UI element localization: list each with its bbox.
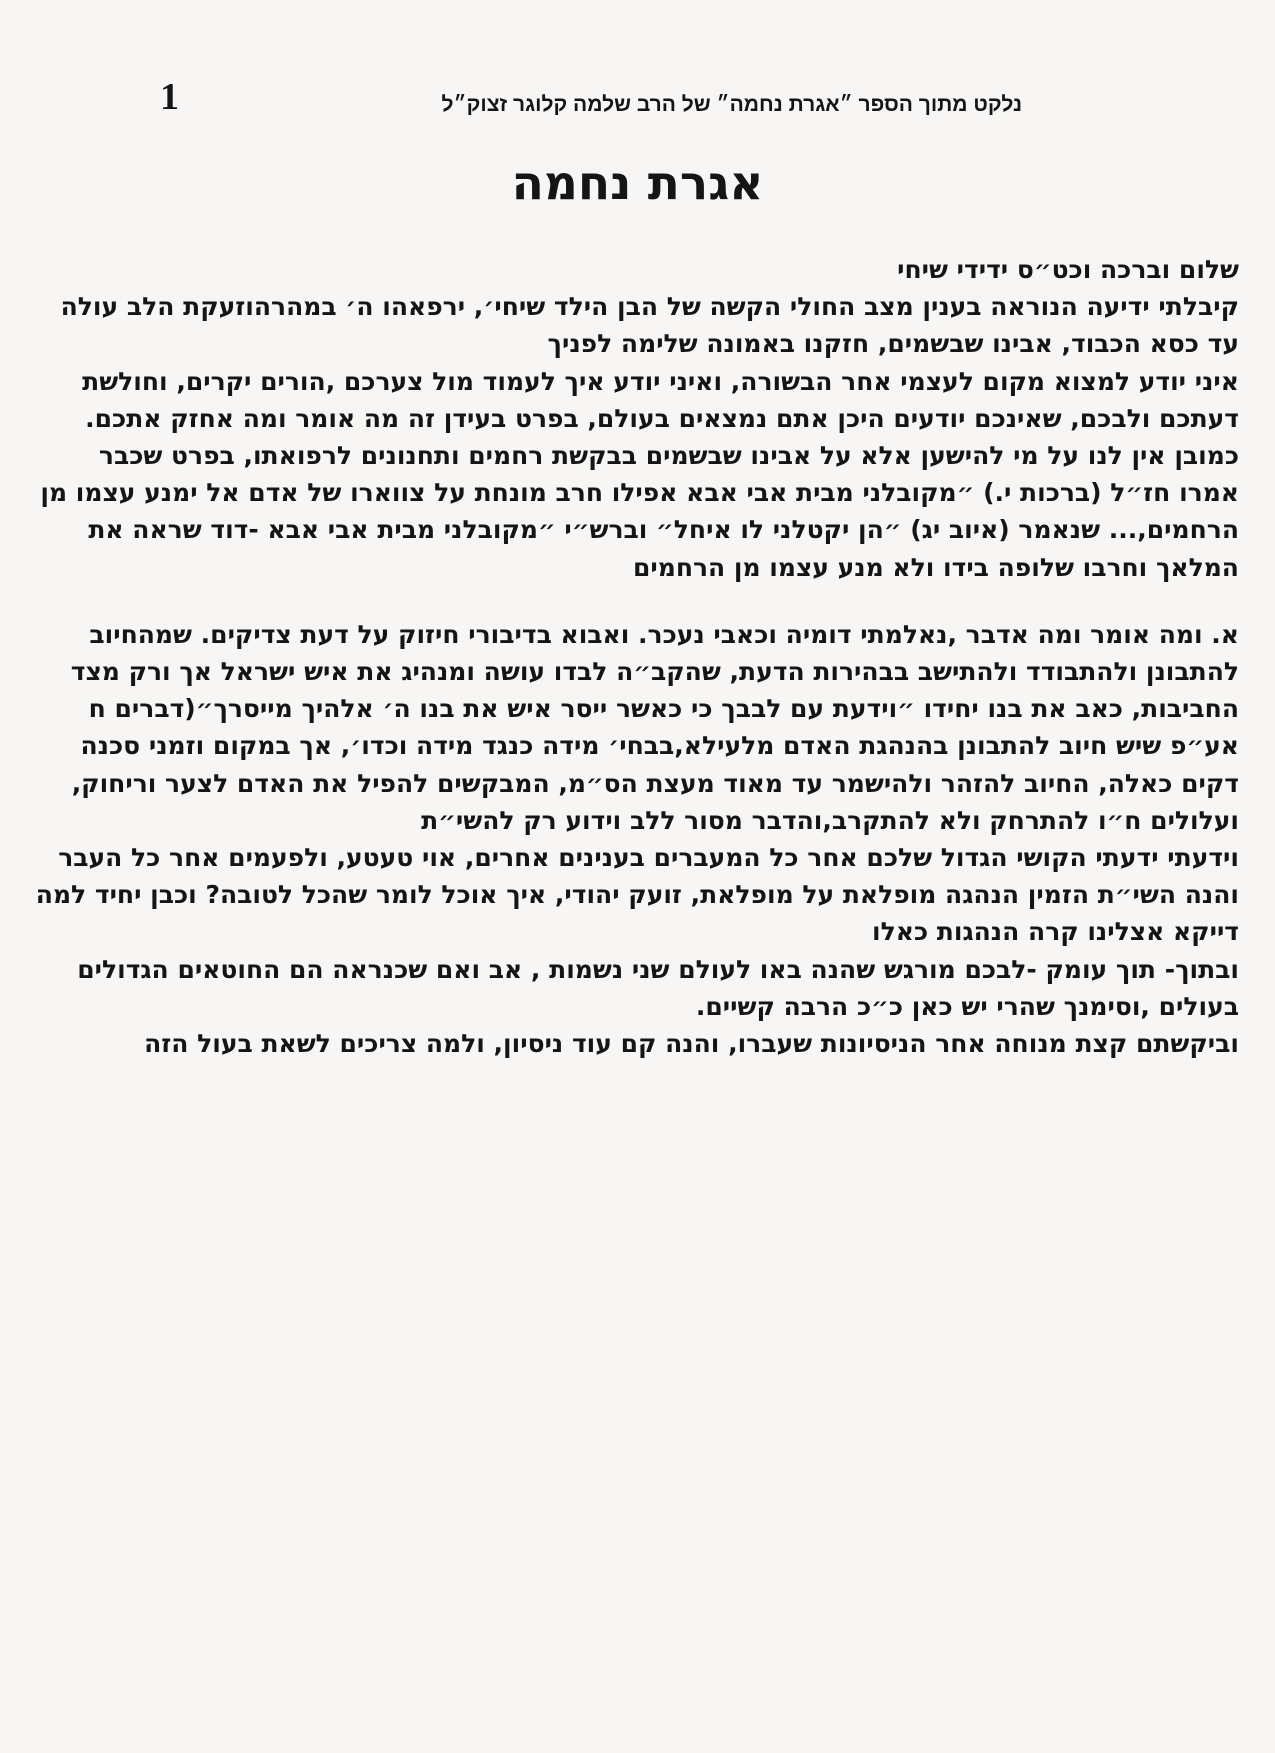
letter-paragraph: ובתוך- תוך עומק -לבכם מורגש שהנה באו לעולם שני נשמות , אב ואם שכנראה הם החוטאים הגדולים בעולים ,וסימנך שהרי יש כאן כ״כ הרבה קשיים.: [77, 954, 1239, 1021]
letter-paragraph: וידעתי ידעתי הקושי הגדול שלכם אחר כל המעברים בענינים אחרים, אוי טעטע, ולפעמים אחר כל העבר והנה השי״ת הזמין הנהגה מופלאת על מופלאת, זועק יהודי, איך אוכל לומר שהכל לטובה? וכבן יחיד למה דייקא אצלינו קרה הנהגות כאלו: [35, 843, 1239, 947]
letter-paragraph: קיבלתי ידיעה הנוראה בענין מצב החולי הקשה של הבן הילד שיחי׳, ירפאהו ה׳ במהרהוזעקת הלב עולה עד כסא הכבוד, אבינו שבשמים, חזקנו באמונה שלימה לפניך: [60, 292, 1239, 359]
letter-greeting: שלום וברכה וכט״ס ידידי שיחי: [897, 255, 1239, 284]
letter-paragraph: וביקשתם קצת מנוחה אחר הניסיונות שעברו, והנה קם עוד ניסיון, ולמה צריכים לשאת בעול הזה: [144, 1029, 1239, 1059]
page-title: אגרת נחמה: [511, 156, 764, 211]
letter-paragraph: איני יודע למצוא מקום לעצמי אחר הבשורה, ואיני יודע איך לעמוד מול צערכם ,הורים יקרים, וחולשת דעתכם ולבכם, שאינכם יודעים היכן אתם נמצאים בעולם, בפרט בעידן זה מה אומר ומה אחזק אתכם. כמובן אין לנו על מי להישען אלא על אבינו שבשמים בבקשת רחמים ותחנונים לרפואתו, בפרט שכבר אמרו חז״ל (ברכות י.) ״מקובלני מבית אבי אבא אפילו חרב מונחת על צווארו של אדם אל ימנע עצמו מן הרחמים,... שנאמר (איוב יג) ״הן יקטלני לו איחל״ וברש״י ״מקובלני מבית אבי אבא -דוד שראה את המלאך וחרבו שלופה בידו ולא מנע עצמו מן הרחמים: [40, 366, 1239, 582]
page-number: 1: [160, 76, 179, 118]
letter-body: [33, 251, 1239, 1062]
letter-paragraph: א. ומה אומר ומה אדבר ,נאלמתי דומיה וכאבי נעכר. ואבוא בדיבורי חיזוק על דעת צדיקים. שמהחיוב להתבונן ולהתבודד ולהתישב בבהירות הדעת, שהקב״ה לבדו עושה ומנהיג את איש ישראל אך ורק מצד החביבות, כאב את בנו יחידו ״וידעת עם לבבך כי כאשר ייסר איש את בנו ה׳ אלהיך מייסרך״(דברים ח אע״פ שיש חיוב להתבונן בהנהגת האדם מלעילא,בבחי׳ מידה כנגד מידה וכדו׳, אך במקום וזמני סכנה דקים כאלה, החיוב להזהר ולהישמר עד מאוד מעצת הס״מ, המבקשים להפיל את האדם לצער וריחוק, ועלולים ח״ו להתרחק ולא להתקרב,והדבר מסור ללב וידוע רק להשי״ת: [70, 619, 1239, 835]
source-line: נלקט מתוך הספר ״אגרת נחמה״ של הרב שלמה קלוגר זצוק״ל: [441, 93, 1022, 116]
